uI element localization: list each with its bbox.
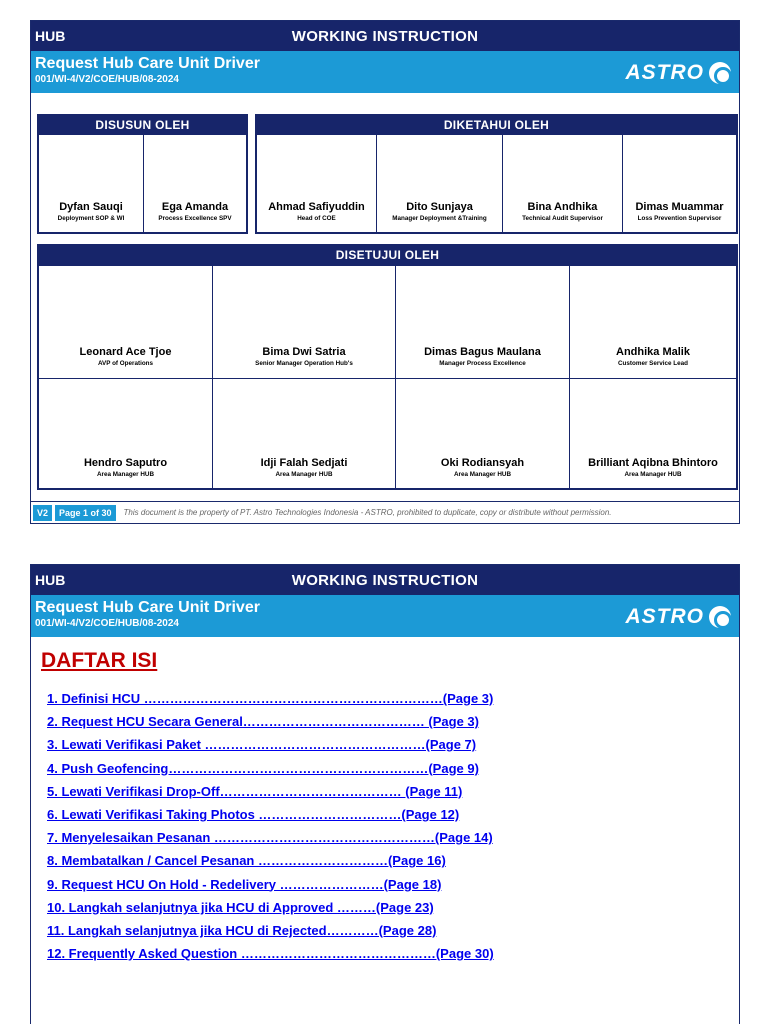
toc-link-hcu-approved[interactable]: 10. Langkah selanjutnya jika HCU di Approved ………(Page 23) [47, 899, 434, 915]
disetujui-heading: DISETUJUI OLEH [39, 246, 736, 265]
title-bar [31, 51, 739, 93]
document-code: 001/WI-4/V2/COE/HUB/08-2024 [35, 618, 179, 629]
table-of-contents [47, 689, 494, 967]
signer-role: Manager Process Excellence [439, 360, 526, 367]
signer-role: Loss Prevention Supervisor [637, 215, 722, 222]
table-of-contents-title: DAFTAR ISI [41, 649, 158, 672]
approver-row [39, 265, 736, 378]
toc-link-push-geofencing[interactable]: 4. Push Geofencing……………………………………………………(Page 9) [47, 760, 479, 776]
signature-cell [213, 266, 396, 378]
diketahui-section [255, 114, 738, 234]
disusun-section [37, 114, 248, 234]
document-page-2 [30, 564, 740, 1024]
document-type-title: WORKING INSTRUCTION [291, 28, 479, 45]
signer-role: Senior Manager Operation Hub's [255, 360, 353, 367]
signature-cell [39, 135, 144, 232]
document-page-1 [30, 20, 740, 524]
signature-cell [144, 135, 246, 232]
header-bar [31, 21, 739, 51]
signer-name: Dimas Muammar [635, 201, 724, 213]
version-badge: V2 [33, 505, 52, 521]
signer-role: Process Excellence SPV [158, 215, 232, 222]
astro-logo [626, 61, 732, 85]
signature-cell [503, 135, 623, 232]
signer-name: Idji Falah Sedjati [260, 457, 348, 469]
astro-logo [626, 605, 732, 629]
toc-link-verifikasi-drop-off[interactable]: 5. Lewati Verifikasi Drop-Off…………………………………… (Page 11) [47, 783, 463, 799]
signer-role: Head of COE [297, 215, 336, 222]
document-title: Request Hub Care Unit Driver [35, 599, 260, 616]
signature-cell [570, 266, 736, 378]
signer-name: Brilliant Aqibna Bhintoro [588, 457, 718, 469]
signer-name: Leonard Ace Tjoe [79, 346, 172, 358]
toc-link-verifikasi-taking-photos[interactable]: 6. Lewati Verifikasi Taking Photos ……………………………(Page 12) [47, 806, 460, 822]
toc-link-definisi-hcu[interactable]: 1. Definisi HCU ……………………………………………………………(Page 3) [47, 691, 494, 706]
disetujui-section [37, 244, 738, 490]
signer-role: Area Manager HUB [275, 471, 333, 478]
logo-text: ASTRO [625, 605, 704, 628]
toc-link-request-hcu-general[interactable]: 2. Request HCU Secara General…………………………………… (Page 3) [47, 714, 479, 730]
signature-cell [396, 266, 570, 378]
document-type-title: WORKING INSTRUCTION [291, 572, 479, 589]
signature-cell [39, 379, 213, 488]
signer-role: Manager Deployment &Training [392, 215, 487, 222]
signer-role: Area Manager HUB [624, 471, 682, 478]
signer-name: Bina Andhika [527, 201, 598, 213]
toc-link-cancel-pesanan[interactable]: 8. Membatalkan / Cancel Pesanan …………………………(Page 16) [47, 853, 446, 869]
logo-text: ASTRO [625, 61, 704, 84]
document-code: 001/WI-4/V2/COE/HUB/08-2024 [35, 74, 179, 85]
signature-cell [377, 135, 503, 232]
signer-name: Oki Rodiansyah [440, 457, 525, 469]
signer-name: Dito Sunjaya [406, 201, 473, 213]
disusun-heading: DISUSUN OLEH [39, 116, 246, 135]
signature-cell [213, 379, 396, 488]
document-title: Request Hub Care Unit Driver [35, 55, 260, 72]
toc-link-hcu-rejected[interactable]: 11. Langkah selanjutnya jika HCU di Rejected…………(Page 28) [47, 922, 437, 938]
hub-label: HUB [35, 572, 66, 588]
toc-link-hcu-on-hold[interactable]: 9. Request HCU On Hold - Redelivery ……………………(Page 18) [47, 876, 442, 892]
signer-name: Hendro Saputro [83, 457, 168, 469]
signature-cell [257, 135, 377, 232]
signer-name: Dyfan Sauqi [59, 201, 123, 213]
toc-link-verifikasi-paket[interactable]: 3. Lewati Verifikasi Paket ……………………………………………(Page 7) [47, 737, 477, 753]
signer-role: AVP of Operations [97, 360, 154, 367]
signer-name: Andhika Malik [616, 346, 690, 358]
approver-row [39, 378, 736, 488]
signature-cell [623, 135, 736, 232]
signer-name: Ahmad Safiyuddin [268, 201, 365, 213]
signature-cell [570, 379, 736, 488]
signer-name: Ega Amanda [161, 201, 229, 213]
copyright-note: This document is the property of PT. Astro Technologies Indonesia - ASTRO, prohibited to duplicate, copy or distribute without permission. [123, 508, 612, 517]
signature-cell [396, 379, 570, 488]
signer-role: Customer Service Lead [618, 360, 688, 367]
page-number-badge: Page 1 of 30 [55, 505, 116, 521]
signer-role: Area Manager HUB [96, 471, 155, 478]
toc-link-menyelesaikan-pesanan[interactable]: 7. Menyelesaikan Pesanan ……………………………………………(Page 14) [47, 830, 493, 846]
title-bar [31, 595, 739, 637]
logo-mark-icon [709, 606, 731, 628]
diketahui-heading: DIKETAHUI OLEH [257, 116, 736, 135]
signer-role: Area Manager HUB [453, 471, 512, 478]
signer-role: Deployment SOP & WI [57, 215, 125, 222]
signer-role: Technical Audit Supervisor [522, 215, 603, 222]
hub-label: HUB [35, 28, 66, 44]
header-bar [31, 565, 739, 595]
logo-mark-icon [709, 62, 731, 84]
signer-name: Bima Dwi Satria [262, 346, 346, 358]
signature-cell [39, 266, 213, 378]
page-footer [31, 501, 739, 523]
toc-link-faq[interactable]: 12. Frequently Asked Question ………………………………………(Page 30) [47, 946, 494, 962]
signer-name: Dimas Bagus Maulana [424, 346, 541, 358]
